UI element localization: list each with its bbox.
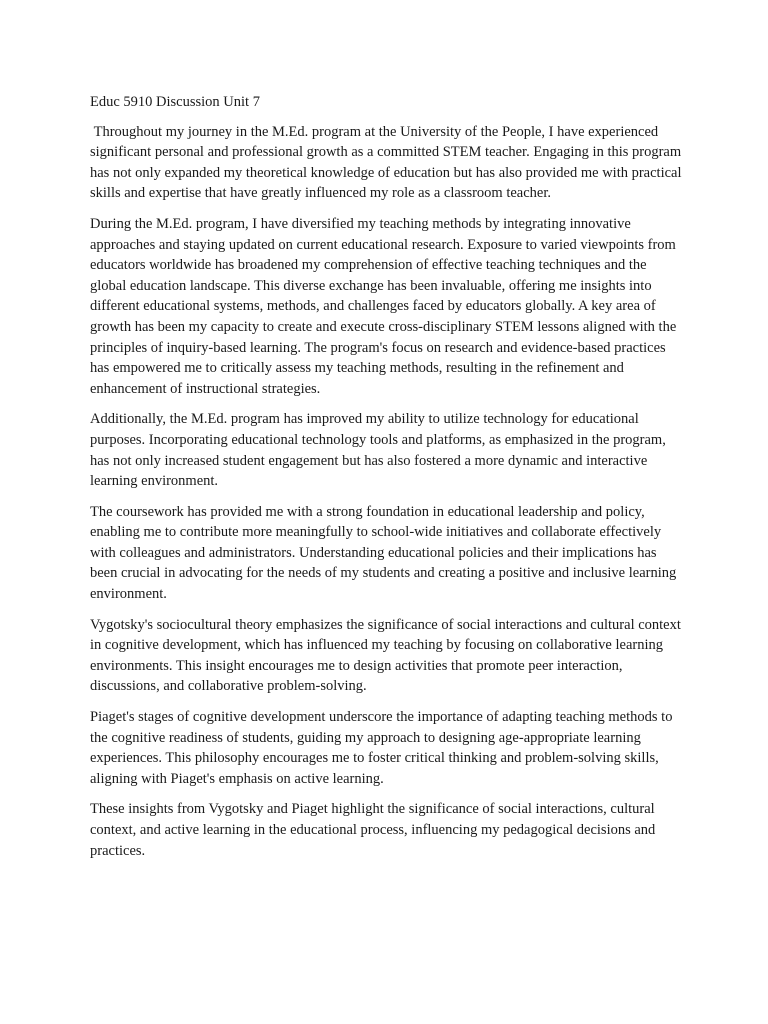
document-body bbox=[90, 92, 686, 871]
document-title: Educ 5910 Discussion Unit 7 bbox=[90, 94, 260, 110]
paragraph-technology: Additionally, the M.Ed. program has improved my ability to utilize technology for educational purposes. Incorporating educational technology tools and platforms, as emphasized in the program, has not only increased student engagement but has also fostered a more dynamic and interactive learning environment. bbox=[90, 411, 670, 490]
paragraph-conclusion: These insights from Vygotsky and Piaget highlight the significance of social interactions, cultural context, and active learning in the educational process, influencing my pedagogical decisions and practices. bbox=[90, 801, 659, 859]
paragraph-vygotsky: Vygotsky's sociocultural theory emphasizes the significance of social interactions and cultural context in cognitive development, which has influenced my teaching by focusing on collaborative learning environments. This insight encourages me to design activities that promote peer interaction, discussions, and collaborative problem-solving. bbox=[90, 616, 685, 695]
paragraph-leadership-policy: The coursework has provided me with a strong foundation in educational leadership and policy, enabling me to contribute more meaningfully to school-wide initiatives and collaborate effectively with colleagues and administrators. Understanding educational policies and their implications has been crucial in advocating for the needs of my students and creating a positive and inclusive learning environment. bbox=[90, 503, 680, 603]
paragraph-piaget: Piaget's stages of cognitive development underscore the importance of adapting teaching methods to the cognitive readiness of students, guiding my approach to designing age-appropriate learning experiences. This philosophy encourages me to foster critical thinking and problem-solving skills, aligning with Piaget's emphasis on active learning. bbox=[90, 709, 677, 787]
paragraph-teaching-methods: During the M.Ed. program, I have diversified my teaching methods by integrating innovative approaches and staying updated on current educational research. Exposure to varied viewpoints from educators worldwide has broadened my comprehension of effective teaching techniques and the global education landscape. This diverse exchange has been invaluable, offering me insights into different educational systems, methods, and challenges faced by educators globally. A key area of growth has been my capacity to create and execute cross-disciplinary STEM lessons aligned with the principles of inquiry-based learning. The program's focus on research and evidence-based practices has empowered me to critically assess my teaching methods, resulting in the refinement and enhancement of instructional strategies. bbox=[90, 215, 680, 397]
paragraph-growth-intro: Throughout my journey in the M.Ed. program at the University of the People, I have experienced significant personal and professional growth as a committed STEM teacher. Engaging in this program has not only expanded my theoretical knowledge of education but has also provided me with practical skills and expertise that have greatly influenced my role as a classroom teacher. bbox=[90, 123, 686, 202]
